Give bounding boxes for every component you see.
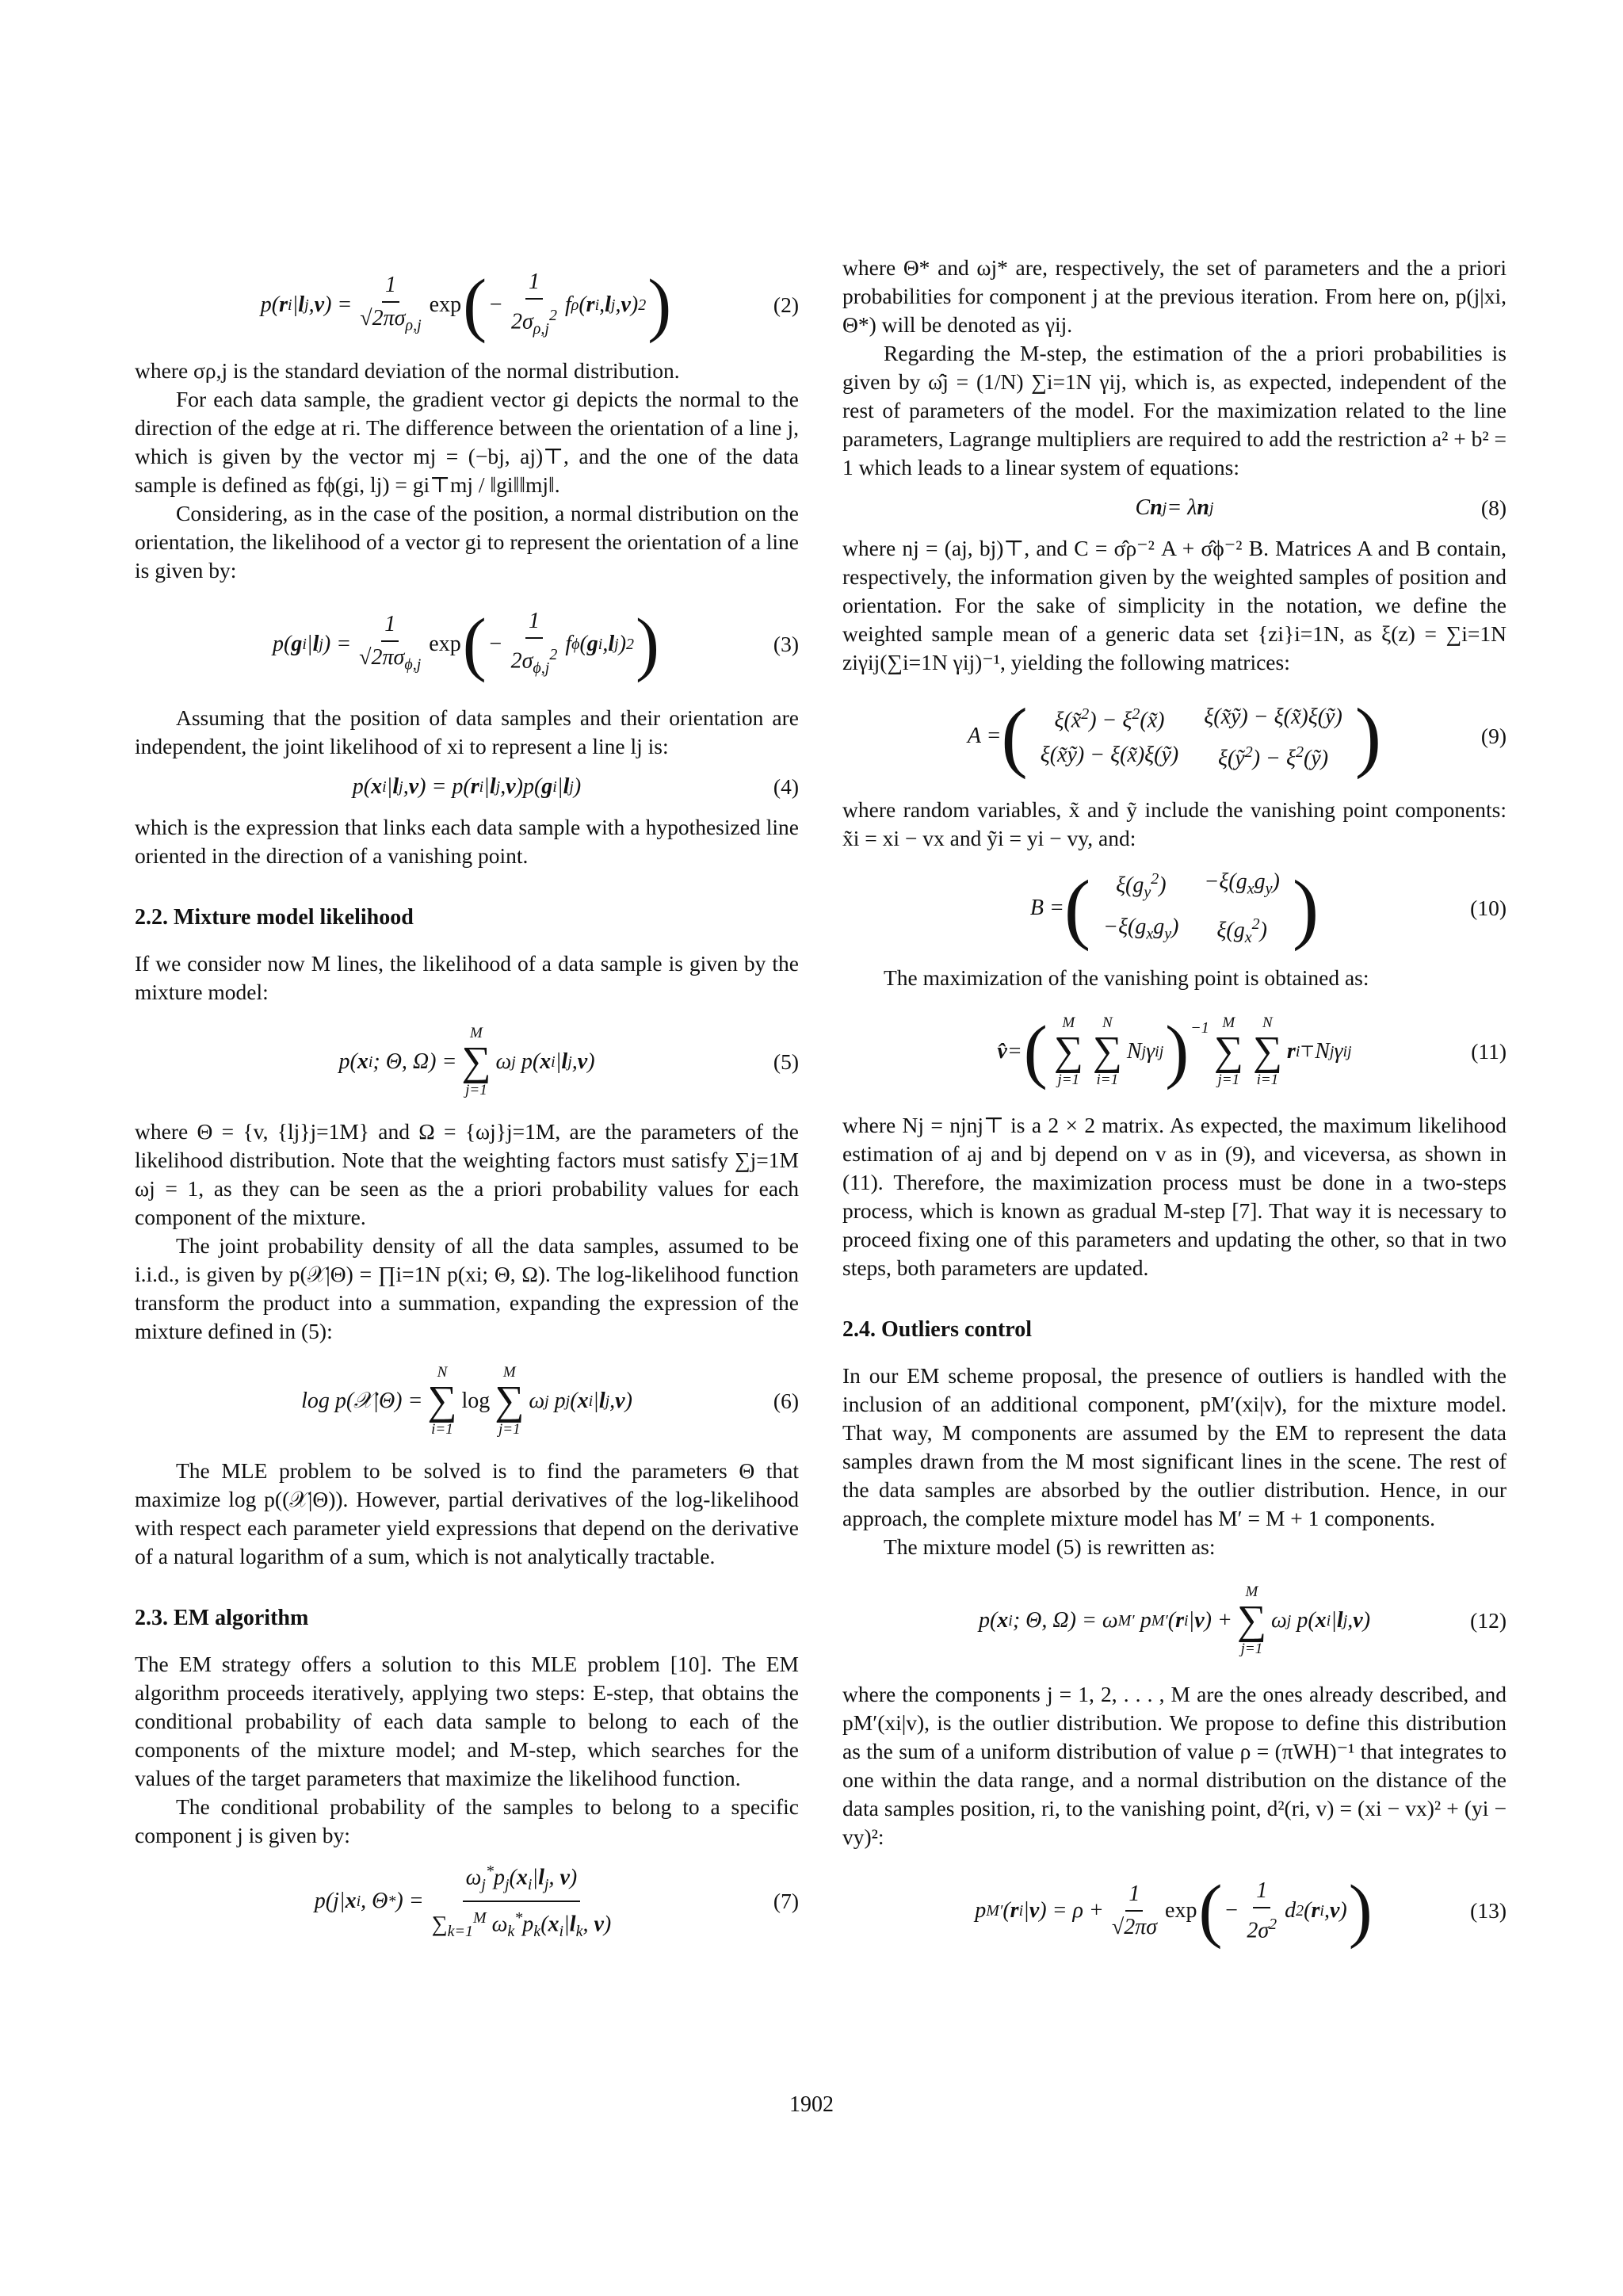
equation-number: (12): [1470, 1608, 1507, 1633]
equation-number: (2): [773, 292, 799, 317]
equation-number: (6): [773, 1389, 799, 1413]
equation-number: (4): [773, 774, 799, 799]
equation-11: v̂ = ( M ∑ j=1 N ∑ i=1 N j γ ij ) −1 M ∑ j=1 N ∑ i=1 r i ⊤ N j γ ij (11): [997, 1012, 1507, 1091]
equation-8: C n j = λ n j (8): [842, 482, 1507, 534]
equation-number: (7): [773, 1889, 799, 1913]
paragraph: where nj = (aj, bj)⊤, and C = σ̂ρ⁻² A + σ̂ϕ⁻² B. Matrices A and B contain, respectively, the information given by the weighted samples of position and orientation. For the sake of simplicity in the notation, we define the weighted sample mean of a generic data set {zi}i=1N, as ξ(z) = ∑i=1N ziγij(∑i=1N γij)⁻¹, yielding the following matrices:: [842, 536, 1507, 674]
equation-number: (8): [1480, 495, 1507, 520]
equation-number: (3): [773, 632, 799, 656]
equation-number: (10): [1470, 896, 1507, 920]
paragraph: If we consider now M lines, the likelihood of a data sample is given by the mixture model:: [135, 951, 799, 1004]
equation-4: p( x i | l j , v ) = p( r i | l j , v )p( g i | l j ) (4): [135, 761, 799, 813]
page-number: 1902: [789, 2092, 834, 2117]
equation-3: p( g i | l j ) = $\frac{1}{√2\pi\sigma_{\phi,j}}$ exp ( − $\frac{1}{2\sigma_{\phi,j}^2}$ f ϕ ( g i , l j ) 2 ) (3): [272, 604, 799, 683]
paragraph: where σρ,j is the standard deviation of the normal distribution.: [135, 358, 680, 383]
paragraph: where the components j = 1, 2, . . . , M are the ones already described, and pM′(xi|v), is the outlier distribution. We propose to define this distribution as the sum of a uniform distribution of value ρ = (πWH)⁻¹ that integrates to one within the data range, and a normal distribution on the distance of the data samples position, ri, to the vanishing point, d²(ri, v) = (xi − vx)² + (yi − vy)²:: [842, 1682, 1507, 1849]
equation-7: p(j| x i , Θ * ) = $\frac{\omega_j^*p_j(x_i|l_j, v)}{\sum_{k=1}^M \omega_k^*p_k(x_i|l_k, v)}$ (7): [135, 1850, 799, 1953]
equation-number: (9): [1480, 724, 1507, 748]
equation-number: (11): [1471, 1039, 1507, 1064]
paragraph: The maximization of the vanishing point is obtained as:: [884, 965, 1369, 990]
equation-12: p( x i ; Θ, Ω) = ω M′ p M′ ( r i | v ) + M ∑ j=1 ω j p( x i | l j , v ) (12): [978, 1584, 1507, 1657]
equation-13: p M′ ( r i | v ) = ρ + $\frac{1}{√2\pi\sigma}$ exp ( − $\frac{1}{2\sigma^2}$ d 2 ( r i , v ) ) (13): [975, 1871, 1507, 1950]
paragraph: where Θ* and ωj* are, respectively, the set of parameters and the a priori probabilities for component j at the previous iteration. From here on, p(j|xi, Θ*) will be denoted as γij.: [842, 255, 1507, 337]
equation-5: p( x i ; Θ, Ω) = M ∑ j=1 ω j p( x i | l j , v ) (5): [338, 1025, 799, 1098]
section-heading: 2.4. Outliers control: [842, 1317, 1033, 1342]
equation-number: (13): [1470, 1898, 1507, 1923]
equation-9: A = ( ξ(x̃$^2$) − $\xi^2(x̃)$ ξ(x̃ỹ) − ξ(x̃)ξ(ỹ) ξ(x̃ỹ) − ξ(x̃)ξ(ỹ) ξ(ỹ$^2$) − $\xi^2(ỹ)$ ) (9): [967, 692, 1507, 780]
paragraph: which is the expression that links each data sample with a hypothesized line oriented in the direction of a vanishing point.: [135, 815, 799, 868]
equation-10: B = ( $\xi(g_y^2)$ $-\xi(g_xg_y)$ $-\xi(g_xg_y)$ $\xi(g_x^2)$ ) (10): [1029, 864, 1507, 952]
equation-2: p( r i | l j , v ) = $\frac{1}{√2\pi\sigma_{\rho,j}}$ exp ( − $\frac{1}{2\sigma_{\rho,j}^2}$ f ρ ( r i , l j , v ) 2 ) (2): [260, 265, 799, 344]
paragraph: Regarding the M-step, the estimation of the a priori probabilities is given by ω̂j = (1/N) ∑i=1N γij, which is, as expected, independent of the rest of parameters of the model. For the maximization related to the line parameters, Lagrange multipliers are required to add the restriction a² + b² = 1 which leads to a linear system of equations:: [842, 341, 1507, 479]
paragraph: Considering, as in the case of the position, a normal distribution on the orientation, the likelihood of a vector gi to represent the orientation of a line is given by:: [135, 501, 799, 583]
equation-6: log p(𝒳|Θ) = N ∑ i=1 log M ∑ j=1 ω j p j ( x i | l j , v ) (6): [301, 1364, 799, 1438]
paragraph: The joint probability density of all the data samples, assumed to be i.i.d., is given by p(𝒳|Θ) = ∏i=1N p(xi; Θ, Ω). The log-likelihood function transform the product into a summation, expanding the expression of the mixture defined in (5):: [135, 1233, 799, 1343]
paragraph: The EM strategy offers a solution to this MLE problem [10]. The EM algorithm proceeds iteratively, applying two steps: E-step, that obtains the conditional probability of each data sample to belong to each of the components of the mixture model; and M-step, which searches for the values of the target parameters that maximize the likelihood function.: [135, 1652, 799, 1790]
paragraph: where random variables, x̃ and ỹ include the vanishing point components: x̃i = xi − vx and ỹi = yi − vy, and:: [842, 797, 1507, 850]
paragraph: The MLE problem to be solved is to find the parameters Θ that maximize log p((𝒳|Θ)). However, partial derivatives of the log-likelihood with respect each parameter yield expressions that depend on the derivative of a natural logarithm of a sum, which is not analytically tractable.: [135, 1458, 799, 1568]
equation-number: (5): [773, 1049, 799, 1074]
section-heading: 2.2. Mixture model likelihood: [135, 905, 414, 930]
left-column: [135, 254, 799, 1953]
paragraph: where Θ = {v, {lj}j=1M} and Ω = {ωj}j=1M, are the parameters of the likelihood distribution. Note that the weighting factors must satisfy ∑j=1M ωj = 1, as they can be seen as the a priori probability values for each component of the mixture.: [135, 1119, 799, 1229]
paragraph: In our EM scheme proposal, the presence of outliers is handled with the inclusion of an additional component, pM′(xi|v), for the mixture model. That way, M components are assumed by the EM to represent the data samples drawn from the M most significant lines in the scene. The rest of the data samples are absorbed by the outlier distribution. Hence, in our approach, the complete mixture model has M′ = M + 1 components.: [842, 1363, 1507, 1530]
paragraph: For each data sample, the gradient vector gi depicts the normal to the direction of the edge at ri. The difference between the orientation of a line j, which is given by the vector mj = (−bj, aj)⊤, and the one of the data sample is defined as fϕ(gi, lj) = gi⊤mj / ‖gi‖‖mj‖.: [135, 387, 799, 497]
paragraph: The mixture model (5) is rewritten as:: [884, 1534, 1216, 1559]
section-heading: 2.3. EM algorithm: [135, 1606, 309, 1630]
paragraph: Assuming that the position of data samples and their orientation are independent, the joint likelihood of xi to represent a line lj is:: [135, 705, 799, 758]
paragraph: The conditional probability of the samples to belong to a specific component j is given by:: [135, 1794, 799, 1847]
paragraph: where Nj = njnj⊤ is a 2 × 2 matrix. As expected, the maximum likelihood estimation of aj and bj depend on v as in (9), and viceversa, as shown in (11). Therefore, the maximization process must be done in a two-steps process, which is known as gradual M-step [7]. That way it is necessary to proceed fixing one of this parameters and updating the other, so that in two steps, both parameters are updated.: [842, 1113, 1507, 1280]
right-column: [842, 254, 1507, 1970]
